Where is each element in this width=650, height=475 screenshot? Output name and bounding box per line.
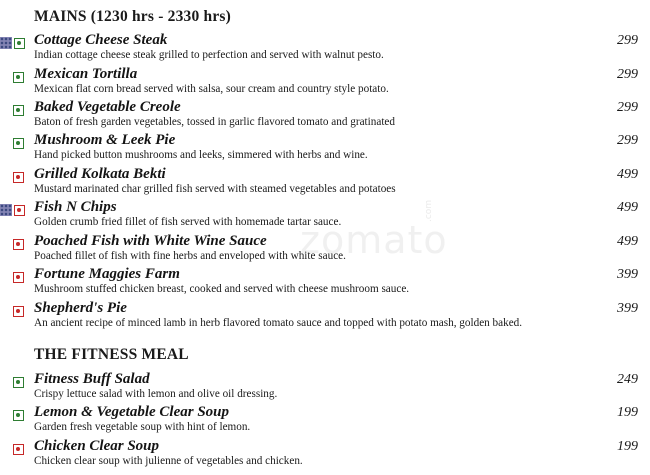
item-description: Mustard marinated char grilled fish served with steamed vegetables and potatoes [34,183,396,195]
item-name: Poached Fish with White Wine Sauce [34,233,267,249]
item-description: An ancient recipe of minced lamb in herb flavored tomato sauce and topped with potato mash, golden baked. [34,317,523,329]
item-description: Mushroom stuffed chicken breast, cooked and served with cheese mushroom sauce. [34,283,410,295]
veg-marker-icon [13,72,24,83]
nonveg-marker-icon [13,306,24,317]
item-description: Mexican flat corn bread served with salsa, sour cream and country style potato. [34,83,389,95]
item-price: 299 [617,100,638,115]
item-price: 299 [617,133,638,148]
item-name: Shepherd's Pie [34,300,127,316]
item-description: Indian cottage cheese steak grilled to perfection and served with walnut pesto. [34,49,384,61]
section-title-mains: MAINS (1230 hrs - 2330 hrs) [34,8,231,25]
item-description: Golden crumb fried fillet of fish served with homemade tartar sauce. [34,216,342,228]
item-name: Cottage Cheese Steak [34,32,168,48]
menu-item [0,404,650,436]
menu-item [0,99,650,131]
item-name: Lemon & Vegetable Clear Soup [34,404,229,420]
item-price: 199 [617,405,638,420]
veg-marker-icon [13,410,24,421]
item-price: 499 [617,234,638,249]
veg-marker-icon [13,377,24,388]
watermark: zomato [300,218,448,262]
item-name: Mexican Tortilla [34,66,138,82]
watermark-suffix: .com [424,199,434,222]
nonveg-marker-icon [13,239,24,250]
item-description: Crispy lettuce salad with lemon and olive oil dressing. [34,388,278,400]
item-name: Mushroom & Leek Pie [34,132,176,148]
item-description: Baton of fresh garden vegetables, tossed in garlic flavored tomato and gratinated [34,116,395,128]
item-name: Fitness Buff Salad [34,371,150,387]
item-price: 499 [617,200,638,215]
veg-marker-icon [13,138,24,149]
menu-item [0,132,650,164]
chef-special-icon [0,204,12,216]
item-price: 199 [617,439,638,454]
item-name: Grilled Kolkata Bekti [34,166,166,182]
item-description: Hand picked button mushrooms and leeks, simmered with herbs and wine. [34,149,368,161]
item-price: 249 [617,372,638,387]
item-name: Fortune Maggies Farm [34,266,180,282]
veg-marker-icon [13,105,24,116]
menu-item [0,166,650,198]
item-price: 399 [617,267,638,282]
item-description: Poached fillet of fish with fine herbs and enveloped with white sauce. [34,250,346,262]
item-price: 299 [617,33,638,48]
menu-item [0,438,650,470]
item-price: 399 [617,301,638,316]
menu-item [0,233,650,265]
nonveg-marker-icon [14,205,25,216]
menu-item [0,371,650,403]
item-price: 299 [617,67,638,82]
item-description: Garden fresh vegetable soup with hint of lemon. [34,421,251,433]
item-price: 499 [617,167,638,182]
menu-item [0,300,650,332]
nonveg-marker-icon [13,272,24,283]
nonveg-marker-icon [13,444,24,455]
item-name: Fish N Chips [34,199,117,215]
menu-item [0,266,650,298]
nonveg-marker-icon [13,172,24,183]
item-name: Chicken Clear Soup [34,438,160,454]
veg-marker-icon [14,38,25,49]
item-name: Baked Vegetable Creole [34,99,181,115]
item-description: Chicken clear soup with julienne of vegetables and chicken. [34,455,303,467]
chef-special-icon [0,37,12,49]
section-title-fitness: THE FITNESS MEAL [34,346,189,363]
menu-item [0,32,650,64]
menu-item [0,66,650,98]
menu-item [0,199,650,231]
